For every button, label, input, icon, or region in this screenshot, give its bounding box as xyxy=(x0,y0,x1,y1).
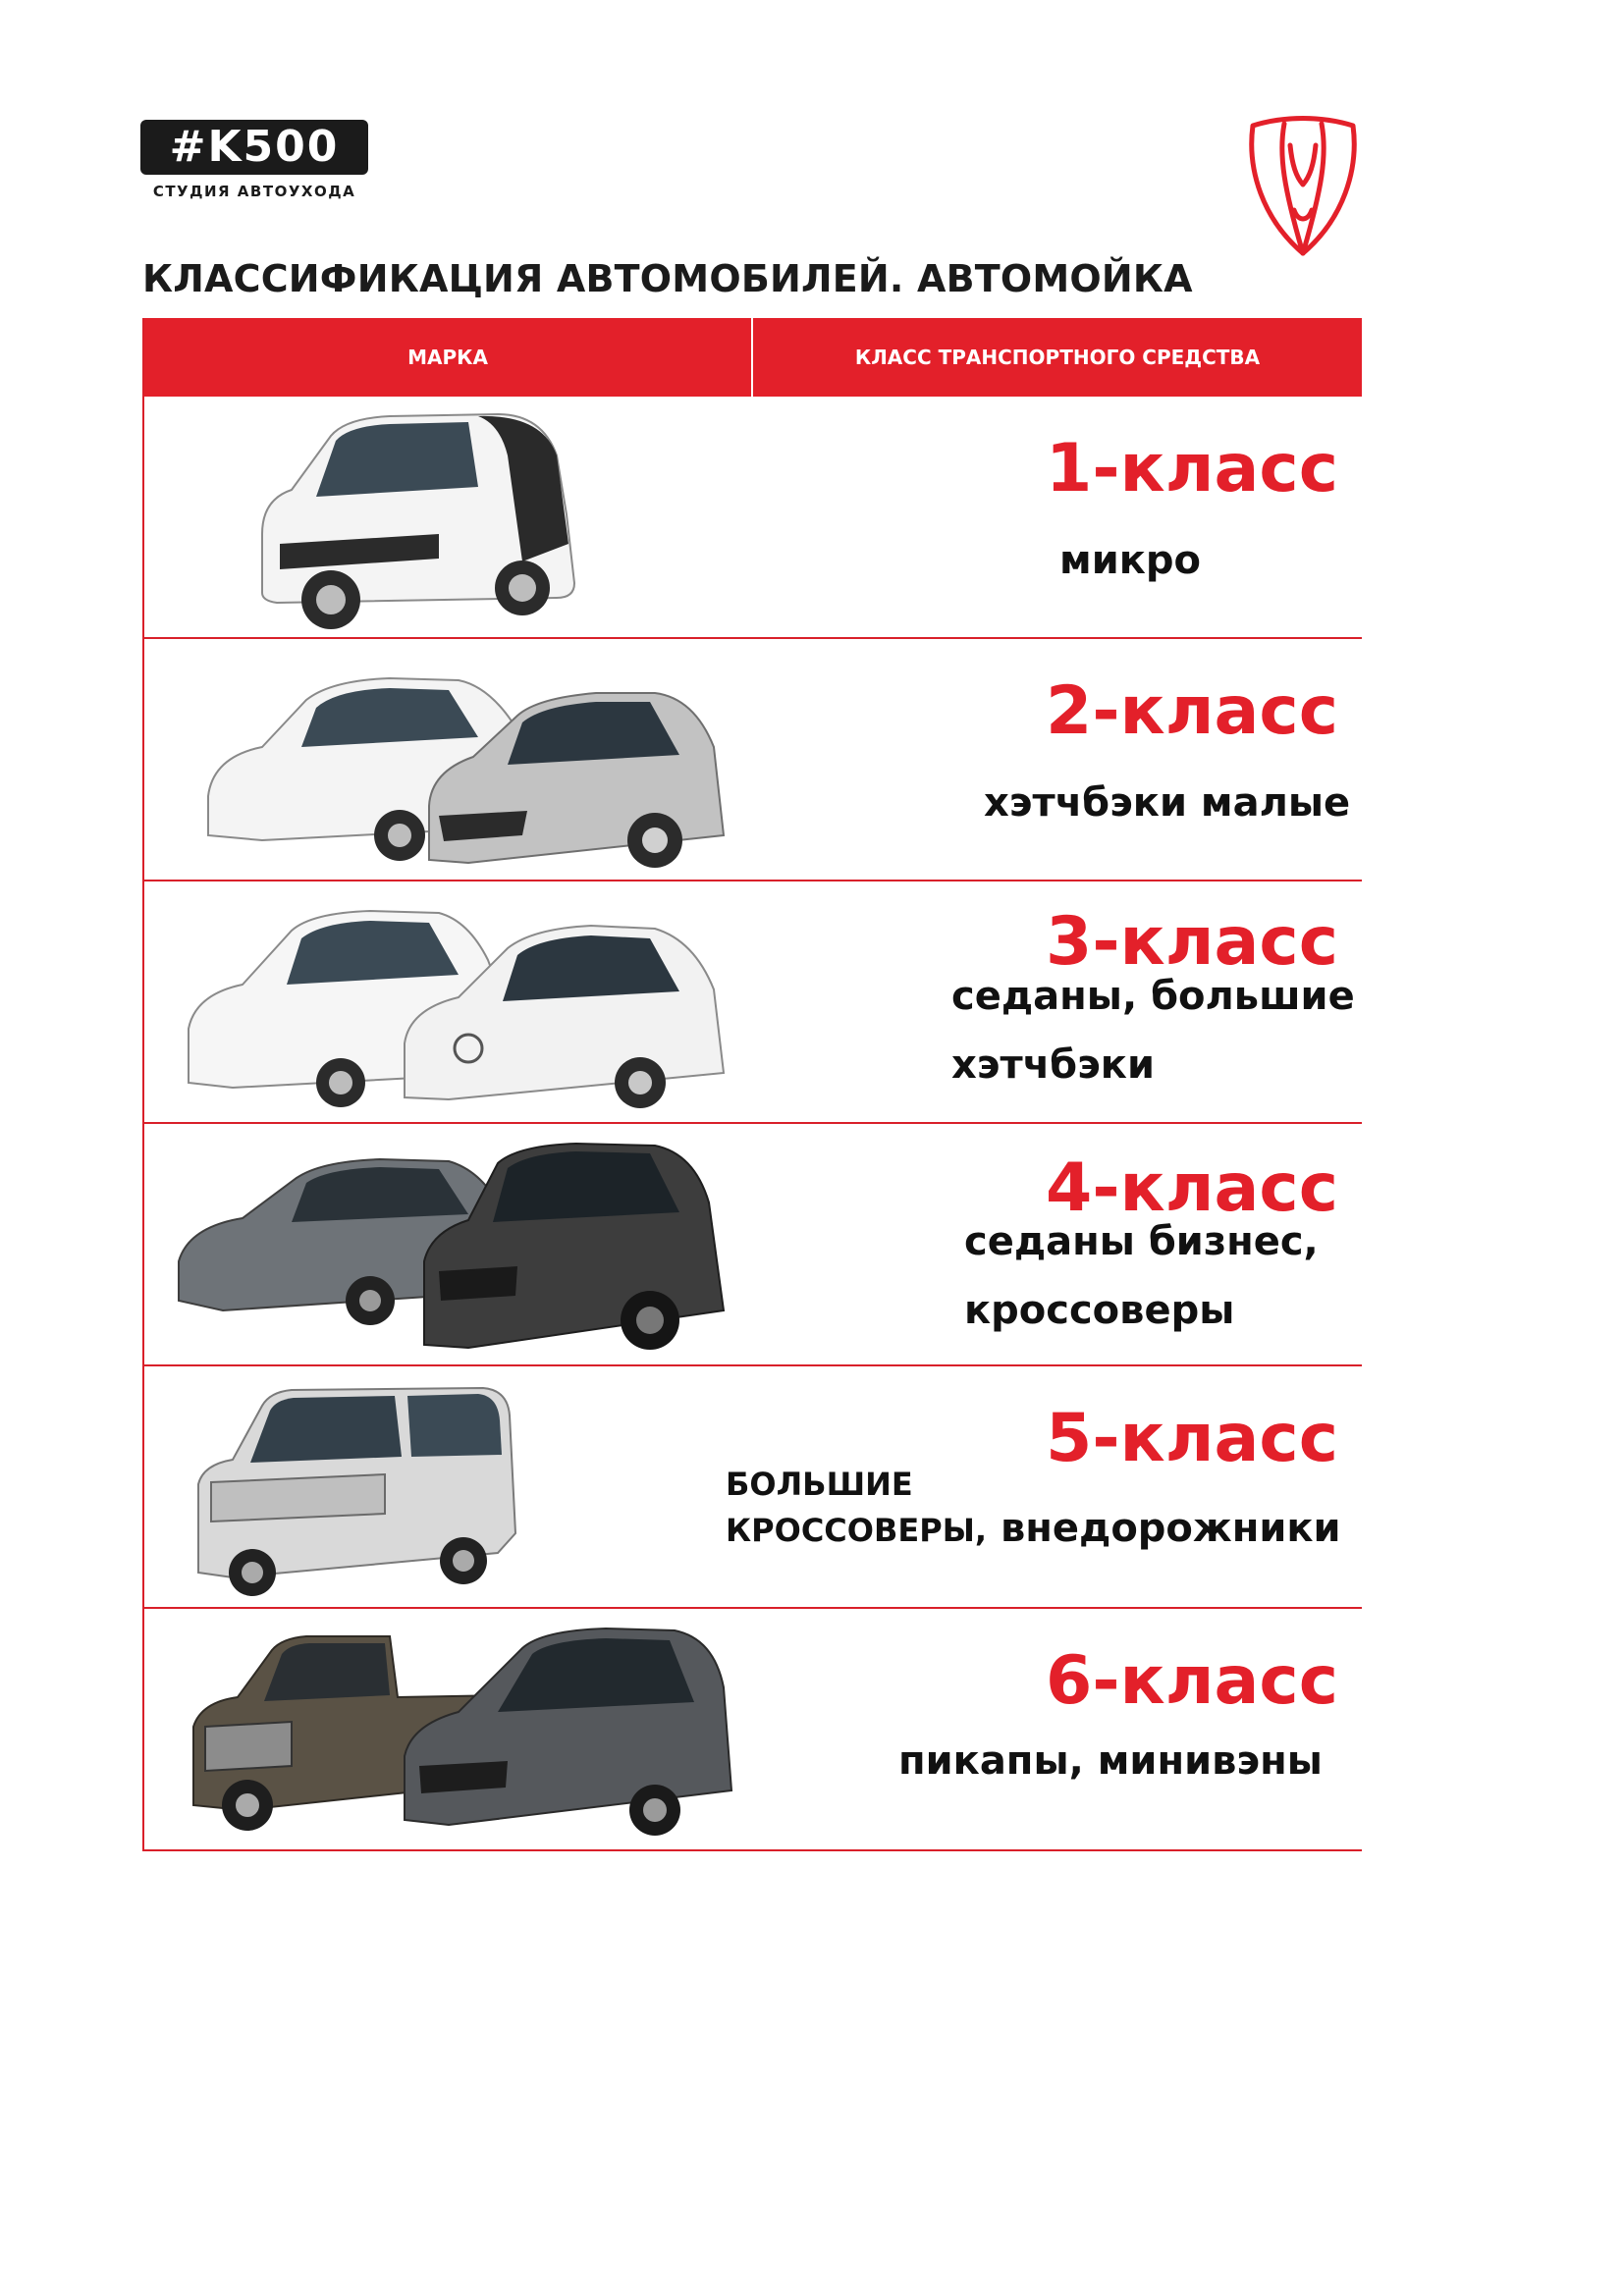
class-description: микро xyxy=(1059,538,1201,583)
class-description: пикапы, минивэны xyxy=(898,1738,1323,1784)
class-title: 3-класс xyxy=(1046,903,1338,981)
class-title: 6-класс xyxy=(1046,1642,1338,1720)
class-description: хэтчбэки малые xyxy=(984,780,1351,826)
table-row xyxy=(144,1366,1362,1609)
class-description: седаны, большие xyxy=(951,974,1355,1019)
table-row xyxy=(144,881,1362,1124)
class-title: 1-класс xyxy=(1046,430,1338,507)
horse-emblem-icon xyxy=(1245,116,1361,259)
silver-suv-image xyxy=(144,1366,751,1607)
class-title: 5-класс xyxy=(1046,1400,1338,1477)
logo-badge: #K500 xyxy=(140,120,368,175)
grey-sedan-and-dark-crossover-image xyxy=(144,1124,751,1364)
table-row xyxy=(144,1124,1362,1366)
brand-logo xyxy=(140,120,368,200)
table-row xyxy=(144,639,1362,881)
logo-subtitle: СТУДИЯ АВТОУХОДА xyxy=(152,183,356,200)
class-description-line: БОЛЬШИЕ xyxy=(726,1466,913,1503)
classification-table xyxy=(142,318,1362,1851)
class-description-tail: внедорожники xyxy=(1000,1506,1341,1551)
table-row xyxy=(144,1609,1362,1851)
table-header xyxy=(144,318,1362,397)
class-description: седаны бизнес, xyxy=(964,1219,1319,1264)
column-header-class: КЛАСС ТРАНСПОРТНОГО СРЕДСТВА xyxy=(854,346,1261,369)
class-description-line: КРОССОВЕРЫ, xyxy=(726,1512,987,1549)
white-microcar-image xyxy=(144,397,751,637)
table-row xyxy=(144,397,1362,639)
class-title: 2-класс xyxy=(1046,672,1338,750)
class-description-line-2 xyxy=(726,1504,1341,1555)
white-hatchback-and-white-sedan-image xyxy=(144,881,751,1122)
class-description: кроссоверы xyxy=(964,1288,1235,1333)
page-title: КЛАССИФИКАЦИЯ АВТОМОБИЛЕЙ. АВТОМОЙКА xyxy=(142,257,1193,300)
column-header-brand: МАРКА xyxy=(144,318,753,397)
brown-pickup-and-grey-minivan-image xyxy=(144,1609,751,1849)
class-description: хэтчбэки xyxy=(951,1042,1155,1088)
white-coupe-and-silver-hatchback-image xyxy=(144,639,751,880)
class-title: 4-класс xyxy=(1046,1149,1338,1227)
class-description-small xyxy=(726,1460,913,1507)
